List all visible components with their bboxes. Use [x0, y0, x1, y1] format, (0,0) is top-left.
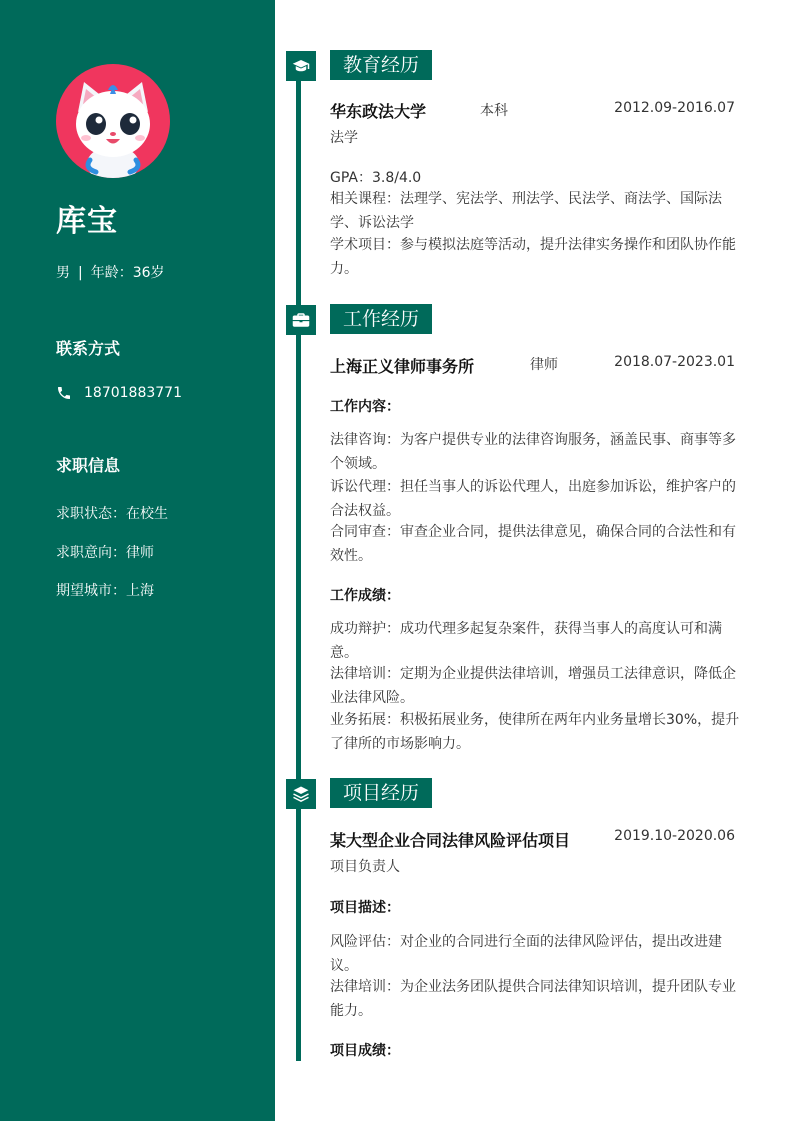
work-icon-box	[286, 305, 316, 335]
project-desc-1: 风险评估：对企业的合同进行全面的法律风险评估，提出改进建议。	[330, 934, 722, 974]
sidebar	[0, 0, 275, 1121]
work-achieve-title: 工作成绩：	[330, 588, 400, 604]
project-name: 某大型企业合同法律风险评估项目	[330, 831, 571, 850]
work-achievement-3: 业务拓展：积极拓展业务，使律所在两年内业务量增长30%，提升了律所的市场影响力。	[330, 712, 740, 752]
major: 法学	[330, 130, 358, 146]
school-name: 华东政法大学	[330, 102, 427, 121]
separator: |	[78, 265, 83, 281]
project-achieve-title: 项目成绩：	[330, 1043, 400, 1059]
project-period: 2019.10-2020.06	[614, 828, 735, 844]
cat-mascot-icon	[56, 64, 170, 178]
gender: 男	[56, 265, 70, 281]
timeline-line	[296, 65, 301, 1061]
work-content-1: 法律咨询：为客户提供专业的法律咨询服务，涵盖民事、商事等多个领域。	[330, 432, 736, 472]
project-desc-title: 项目描述：	[330, 900, 400, 916]
company-name: 上海正义律师事务所	[330, 357, 475, 376]
gpa: GPA：3.8/4.0	[330, 170, 422, 186]
phone-number[interactable]: 18701883771	[84, 385, 182, 401]
job-info-title: 求职信息	[56, 456, 121, 475]
work-content-3: 合同审查：审查企业合同，提供法律意见，确保合同的合法性和有效性。	[330, 524, 736, 564]
degree: 本科	[480, 103, 508, 119]
project-icon-box	[286, 779, 316, 809]
work-period: 2018.07-2023.01	[614, 354, 735, 370]
candidate-name: 库宝	[56, 204, 118, 239]
work-content-2: 诉讼代理：担任当事人的诉讼代理人，出庭参加诉讼，维护客户的合法权益。	[330, 479, 736, 519]
project-role: 项目负责人	[330, 859, 400, 875]
job-status: 求职状态：在校生	[56, 506, 168, 522]
education-period: 2012.09-2016.07	[614, 100, 735, 116]
avatar	[56, 64, 170, 178]
contact-title: 联系方式	[56, 339, 121, 358]
education-icon-box	[286, 51, 316, 81]
briefcase-icon	[292, 311, 310, 329]
layers-icon	[292, 785, 310, 803]
work-content-title: 工作内容：	[330, 399, 400, 415]
project-title: 项目经历	[330, 778, 432, 808]
graduation-cap-icon	[292, 57, 310, 75]
work-achievement-1: 成功辩护：成功代理多起复杂案件，获得当事人的高度认可和满意。	[330, 621, 722, 661]
basic-info	[56, 262, 165, 282]
job-role: 律师	[530, 357, 558, 373]
work-title: 工作经历	[330, 304, 432, 334]
academic-projects: 学术项目：参与模拟法庭等活动，提升法律实务操作和团队协作能力。	[330, 237, 736, 277]
job-intent: 求职意向：律师	[56, 545, 154, 561]
job-city: 期望城市：上海	[56, 583, 154, 599]
work-achievement-2: 法律培训：定期为企业提供法律培训，增强员工法律意识，降低企业法律风险。	[330, 666, 736, 706]
age: 年龄：36岁	[90, 265, 165, 281]
courses: 相关课程：法理学、宪法学、刑法学、民法学、商法学、国际法学、诉讼法学	[330, 191, 722, 231]
education-title: 教育经历	[330, 50, 432, 80]
phone-row	[56, 385, 182, 401]
project-desc-2: 法律培训：为企业法务团队提供合同法律知识培训，提升团队专业能力。	[330, 979, 736, 1019]
phone-icon	[56, 385, 72, 401]
